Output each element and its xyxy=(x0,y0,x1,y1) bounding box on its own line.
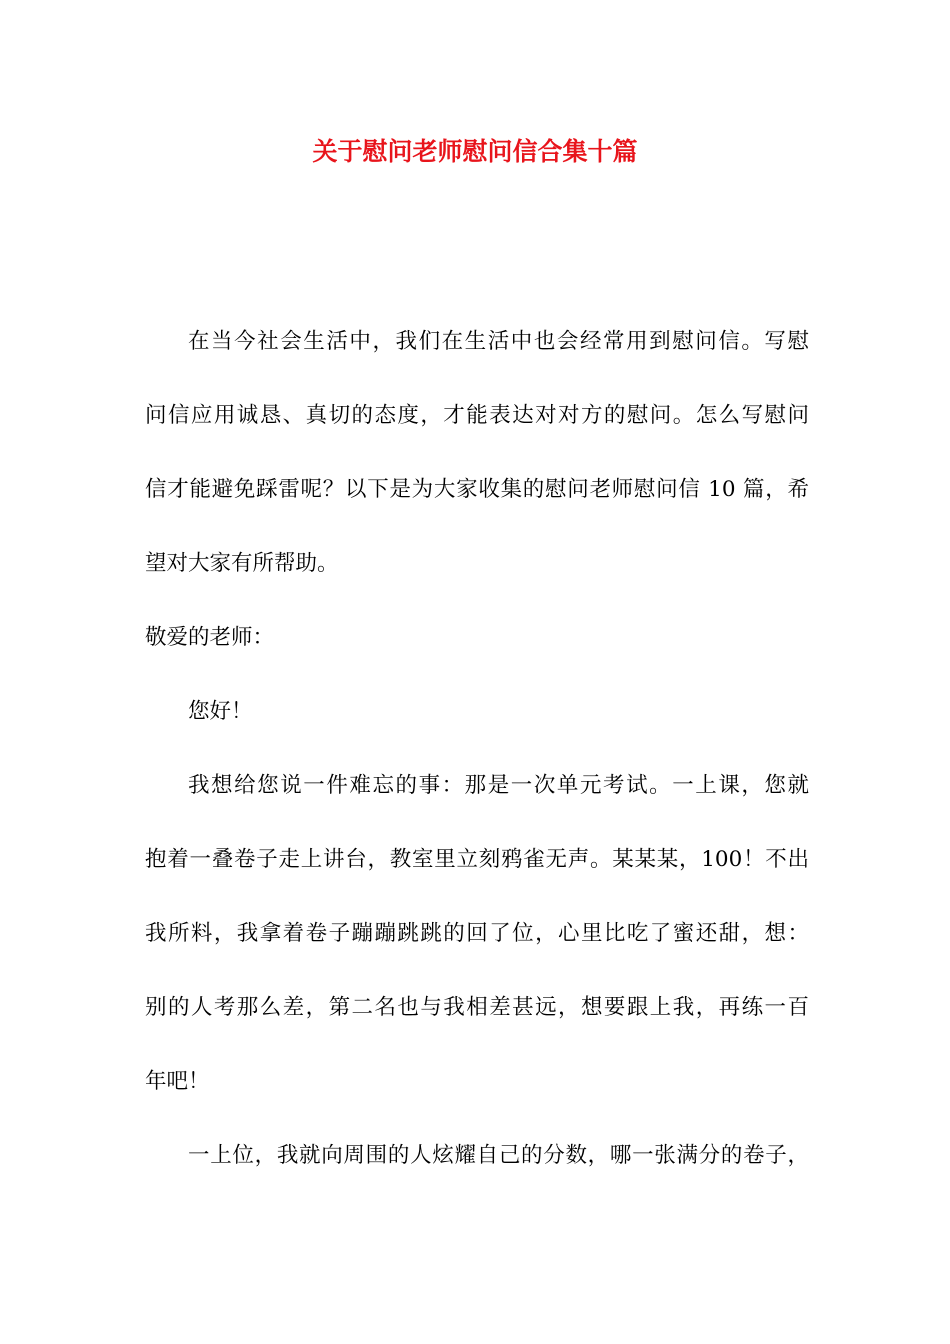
intro-line: 信才能避免踩雷呢？以下是为大家收集的慰问老师慰问信 10 篇，希 xyxy=(145,477,809,502)
greeting-paragraph xyxy=(145,675,809,749)
salutation-paragraph xyxy=(145,601,809,675)
story-paragraph xyxy=(145,749,809,1119)
intro-paragraph xyxy=(145,305,809,601)
story-line: 年吧！ xyxy=(145,1069,210,1094)
story-line: 我所料，我拿着卷子蹦蹦跳跳的回了位，心里比吃了蜜还甜，想： xyxy=(145,921,809,946)
intro-line: 在当今社会生活中，我们在生活中也会经常用到慰问信。写慰 xyxy=(188,329,809,354)
next-paragraph xyxy=(145,1119,809,1193)
intro-line: 问信应用诚恳、真切的态度，才能表达对对方的慰问。怎么写慰问 xyxy=(145,403,809,428)
story-line: 我想给您说一件难忘的事：那是一次单元考试。一上课，您就 xyxy=(188,773,809,798)
salutation: 敬爱的老师： xyxy=(145,625,275,650)
story-line: 别的人考那么差，第二名也与我相差甚远，想要跟上我，再练一百 xyxy=(145,995,809,1020)
intro-line: 望对大家有所帮助。 xyxy=(145,551,339,576)
document-title: 关于慰问老师慰问信合集十篇 xyxy=(312,137,638,166)
next-line: 一上位，我就向周围的人炫耀自己的分数，哪一张满分的卷子， xyxy=(188,1143,809,1168)
story-line: 抱着一叠卷子走上讲台，教室里立刻鸦雀无声。某某某，100！不出 xyxy=(145,847,809,872)
greeting: 您好！ xyxy=(188,699,253,724)
